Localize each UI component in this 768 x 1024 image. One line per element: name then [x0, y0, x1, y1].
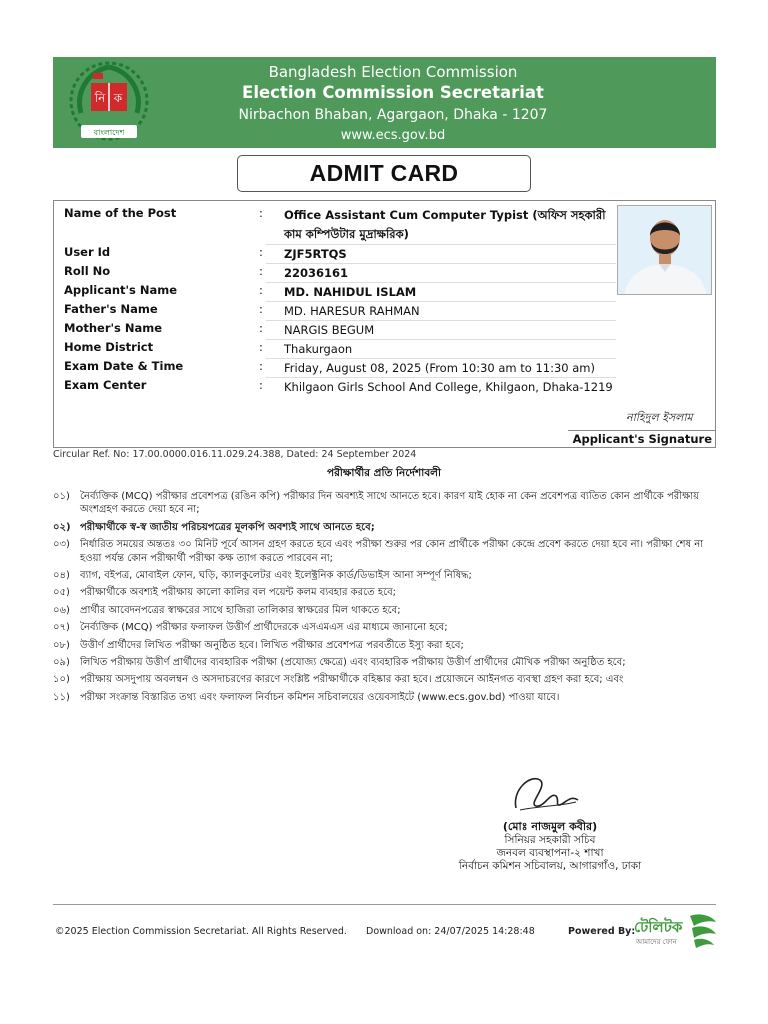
org-address: Nirbachon Bhaban, Agargaon, Dhaka - 1207 — [238, 107, 548, 123]
applicant-signature-label: Applicant's Signature — [568, 430, 716, 448]
list-item: ১০) পরীক্ষায় অসদুপায় অবলম্বন ও অসদাচরণের কারণে সংশ্লিষ্ট পরীক্ষার্থীকে বহিষ্কার করা হবে। প্রয়োজনে আইনগত ব্যবস্থা গ্রহণ করা হবে; এবং — [53, 674, 624, 686]
footer-divider — [53, 904, 716, 905]
org-website: www.ecs.gov.bd — [340, 128, 446, 143]
list-item: ০১) নৈর্ব্যক্তিক (MCQ) পরীক্ষার প্রবেশপত্র (রঙিন কপি) পরীক্ষার দিন অবশ্যই সাথে আনতে হবে। কারণ যাই হোক না কেন প্রবেশপত্র ব্যতিত কোন প্রার্থীকে পরীক্ষায় অংশগ্রহণ করতে দেয়া হবে না; — [53, 491, 700, 516]
list-item: ০২) পরীক্ষার্থীকে স্ব-স্ব জাতীয় পরিচয়পত্রের মূলকপি অবশ্যই সাথে আনতে হবে; — [53, 521, 375, 533]
applicant-signature-image — [624, 403, 704, 429]
list-item: ০৯) লিখিত পরীক্ষায় উত্তীর্ণ প্রার্থীদের ব্যবহারিক পরীক্ষা (প্রযোজ্য ক্ষেত্রে) এবং ব্যবহারিক পরীক্ষায় উত্তীর্ণ প্রার্থীদের মৌখিক পরীক্ষা অনুষ্ঠিত হবে; — [53, 657, 626, 669]
election-commission-logo — [67, 61, 151, 145]
teletalk-tagline: আমাদের ফোন — [636, 938, 677, 946]
list-item: ০৭) নৈর্ব্যক্তিক (MCQ) পরীক্ষার ফলাফল উত্তীর্ণ প্রার্থীদেরকে এসএমএস এর মাধ্যমে জানানো হবে; — [53, 622, 448, 634]
svg-text:নাহিদুল ইসলাম: নাহিদুল ইসলাম — [626, 411, 693, 424]
officer-signature-image — [510, 770, 582, 816]
list-item: ০৫) পরীক্ষার্থীকে অবশ্যই পরীক্ষায় কালো কালির বল পয়েন্ট কলম ব্যবহার করতে হবে; — [53, 587, 397, 599]
teletalk-wordmark: টেলিটক — [634, 918, 683, 936]
applicant-photo — [617, 205, 712, 295]
list-item: ০৪) ব্যাগ, বইপত্র, মোবাইল ফোন, ঘড়ি, ক্যালকুলেটর এবং ইলেক্ট্রনিক কার্ড/ডিভাইস আনা সম্পূর্ণ নিষিদ্ধ; — [53, 570, 472, 582]
header-text — [208, 62, 578, 146]
footer-powered-by: Powered By: — [568, 926, 636, 937]
instructions-list — [53, 490, 718, 708]
list-item: ০৮) উত্তীর্ণ প্রার্থীদের লিখিত পরীক্ষা অনুষ্ঠিত হবে। লিখিত পরীক্ষার প্রবেশপত্র পরবর্তীতে ইস্যু করা হবে; — [53, 639, 464, 651]
list-item: ১১) পরীক্ষা সংক্রান্ত বিস্তারিত তথ্য এবং ফলাফল নির্বাচন কমিশন সচিবালয়ের ওয়েবসাইটে (www.ecs.gov.bd) পাওয়া যাবে। — [53, 691, 560, 703]
circular-reference: Circular Ref. No: 17.00.0000.016.11.029.24.388, Dated: 24 September 2024 — [53, 449, 417, 460]
officer-branch: জনবল ব্যবস্থাপনা-২ শাখা — [496, 847, 604, 859]
footer-copyright: ©2025 Election Commission Secretariat. All Rights Reserved. — [55, 926, 347, 937]
svg-text:বাংলাদেশ: বাংলাদেশ — [93, 128, 125, 137]
secretariat-name: Election Commission Secretariat — [242, 83, 544, 102]
svg-text:নি: নি — [94, 91, 106, 105]
footer-download-time: Download on: 24/07/2025 14:28:48 — [366, 926, 535, 937]
list-item: ০৩) নির্ধারিত সময়ের অন্ততঃ ৩০ মিনিট পূর্বে আসন গ্রহণ করতে হবে এবং পরীক্ষা শুরুর পর কোন প্রার্থীকে পরীক্ষা কেন্দ্রে প্রবেশ করতে দেয়া হবে না। পরীক্ষা শেষ না হওয়া পর্যন্ত কোন পরীক্ষার্থী পরীক্ষা কক্ষ ত্যাগ করতে পারবেন না; — [53, 539, 704, 564]
applicant-info-box: Name of the Post : Office Assistant Cum Computer Typist (অফিস সহকারী কাম কম্পিউটার মুদ্রাক্ষরিক) User Id : ZJF5RTQS Roll No : 22036161 Applicant's Name : MD. NAHIDUL ISLAM Father's Name : MD. HARESUR RAHMAN Mother's Name : NARGIS BEGUM Home District : Thakurgaon Exam Date & Time : Friday, August 08, 2025 (From 10:30 am to 11:30 am) Exam Center : Khilgaon Girls School And College, Khilgaon, Dhaka-1219 নাহিদুল ইসলাম Applicant's Signature — [53, 200, 716, 448]
list-item: ০৬) প্রার্থীর আবেদনপত্রের স্বাক্ষরের সাথে হাজিরা তালিকার স্বাক্ষরের মিল থাকতে হবে; — [53, 604, 401, 616]
officer-name: (মোঃ নাজমুল কবীর) — [502, 820, 598, 833]
instructions-title: পরীক্ষার্থীর প্রতি নির্দেশাবলী — [326, 467, 441, 479]
svg-text:ক: ক — [113, 91, 123, 105]
org-name: Bangladesh Election Commission — [268, 63, 518, 81]
officer-designation: সিনিয়র সহকারী সচিব — [504, 834, 596, 846]
officer-office: নির্বাচন কমিশন সচিবালয়, আগারগাঁও, ঢাকা — [458, 860, 642, 872]
admit-card-title: ADMIT CARD — [237, 155, 531, 192]
header-banner — [53, 57, 716, 148]
